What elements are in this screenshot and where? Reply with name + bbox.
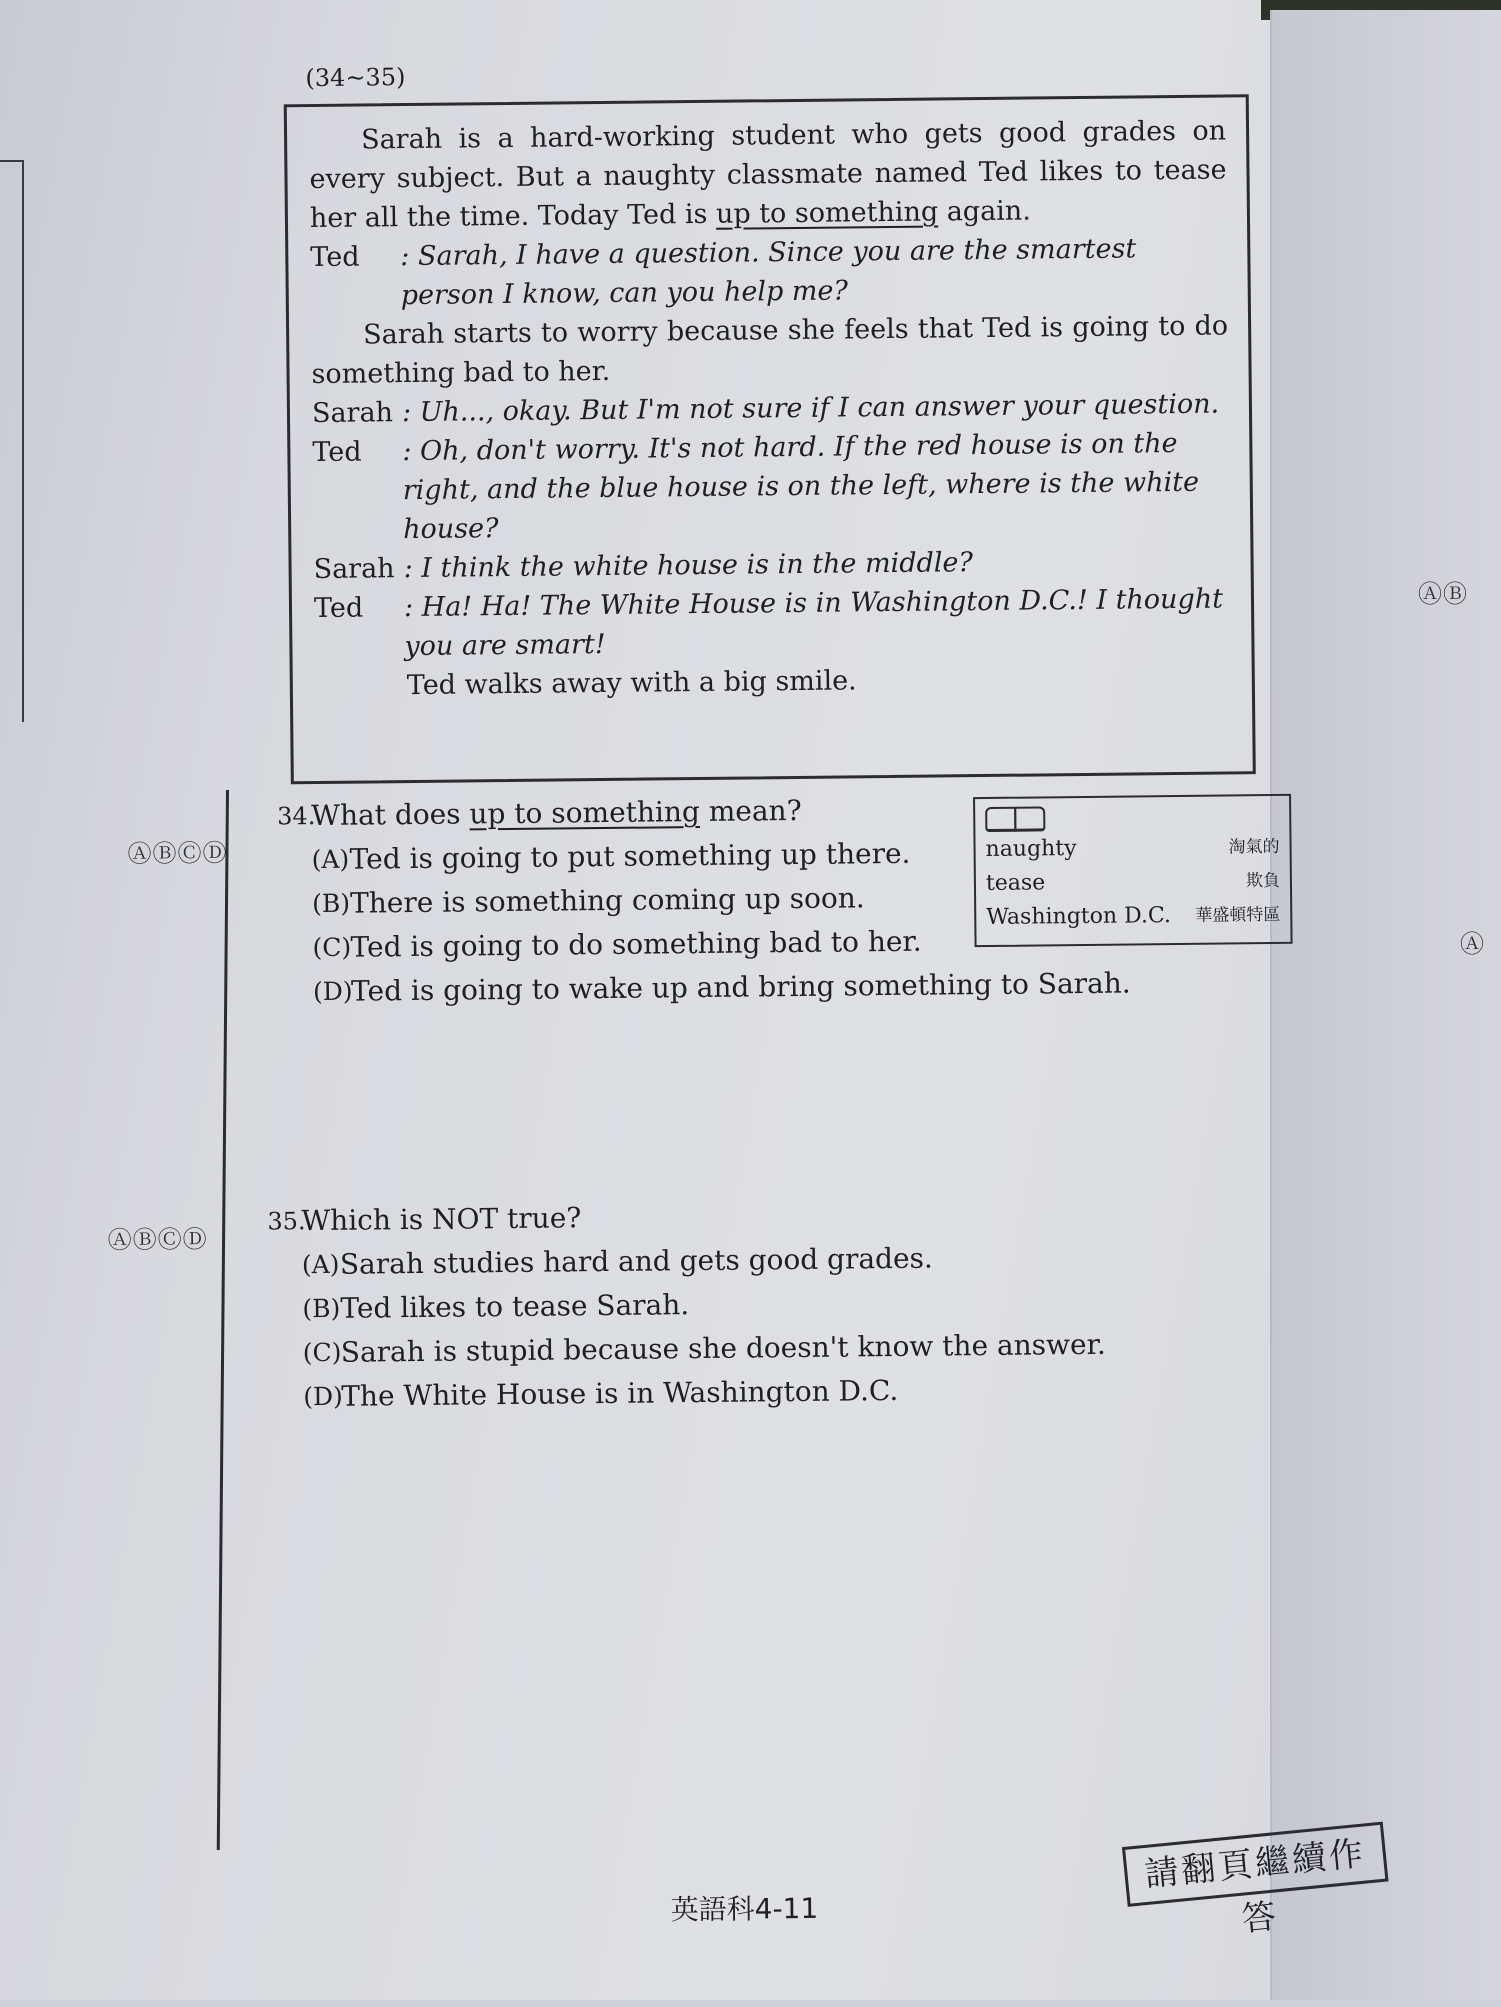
question-number: 34. xyxy=(277,802,316,831)
passage-box xyxy=(284,94,1256,784)
vocabulary-box xyxy=(973,794,1293,947)
speech-text: : Ha! Ha! The White House is in Washington D.C.! I thought you are smart! xyxy=(403,583,1224,663)
option-a: (A) Ted is going to put something up there. xyxy=(311,836,911,876)
underlined-phrase: up to something xyxy=(715,196,939,230)
answer-bubbles-partial: ⒶⒷ xyxy=(1418,580,1468,608)
glossary-item: naughty 淘氣的 xyxy=(985,836,1280,863)
option-a: (A) Sarah studies hard and gets good grades. xyxy=(301,1241,934,1281)
option-b: (B) Ted likes to tease Sarah. xyxy=(302,1288,690,1325)
dialogue-line xyxy=(310,228,1228,316)
speech-text: : Uh..., okay. But I'm not sure if I can answer your question. xyxy=(401,388,1220,429)
dialogue-line xyxy=(312,423,1230,550)
question-35 xyxy=(267,1189,1269,1419)
answer-bubbles-partial: Ⓐ xyxy=(1460,930,1485,958)
speech-text: : Sarah, I have a question. Since you are the smartest person I know, can you help me? xyxy=(400,233,1137,312)
speaker-name: Ted xyxy=(313,592,364,625)
underlined-phrase: up to something xyxy=(469,795,701,831)
option-b: (B) There is something coming up soon. xyxy=(311,881,865,920)
speaker-name: Sarah xyxy=(313,553,395,586)
speech-text: : I think the white house is in the middle? xyxy=(403,547,974,585)
passage-intro: Sarah is a hard-working student who gets good grades on every subject. But a naughty classmate named Ted likes to tease her all the time. Today Ted is up to something again. xyxy=(309,115,1227,235)
dialogue-line xyxy=(314,579,1232,667)
option-c: (C) Sarah is stupid because she doesn't know the answer. xyxy=(302,1327,1106,1369)
answer-bubbles-q34[interactable]: ⒶⒷⒸⒹ xyxy=(127,838,228,869)
narration: Sarah starts to worry because she feels that Ted is going to do something bad to her. xyxy=(311,310,1229,391)
speaker-name: Ted xyxy=(312,436,362,469)
option-d: (D) The White House is in Washington D.C. xyxy=(303,1373,899,1413)
page-footer: 英語科4-11 xyxy=(670,1891,819,1927)
question-stem: 34. What does up to something mean? xyxy=(277,784,1237,838)
book-icon xyxy=(985,804,1045,831)
option-d: (D) Ted is going to wake up and bring something to Sarah. xyxy=(312,966,1131,1008)
answer-bubbles-q35[interactable]: ⒶⒷⒸⒹ xyxy=(107,1225,208,1255)
option-c: (C) Ted is going to do something bad to her. xyxy=(312,924,922,964)
question-stem: 35. Which is NOT true? xyxy=(267,1189,1267,1243)
narration: Ted walks away with a big smile. xyxy=(406,665,857,702)
speech-text: : Oh, don't worry. It's not hard. If the red house is on the right, and the blue house is on the left, where is the white house? xyxy=(402,427,1200,546)
speaker-name: Sarah xyxy=(311,397,394,430)
glossary-item: tease 欺負 xyxy=(985,870,1281,897)
turn-page-notice: 請翻頁繼續作答 xyxy=(1122,1822,1389,1907)
question-number: 35. xyxy=(267,1207,306,1236)
glossary-item: Washington D.C. 華盛頓特區 xyxy=(986,903,1281,931)
speaker-name: Ted xyxy=(310,241,360,274)
question-range-label: (34~35) xyxy=(305,63,406,93)
